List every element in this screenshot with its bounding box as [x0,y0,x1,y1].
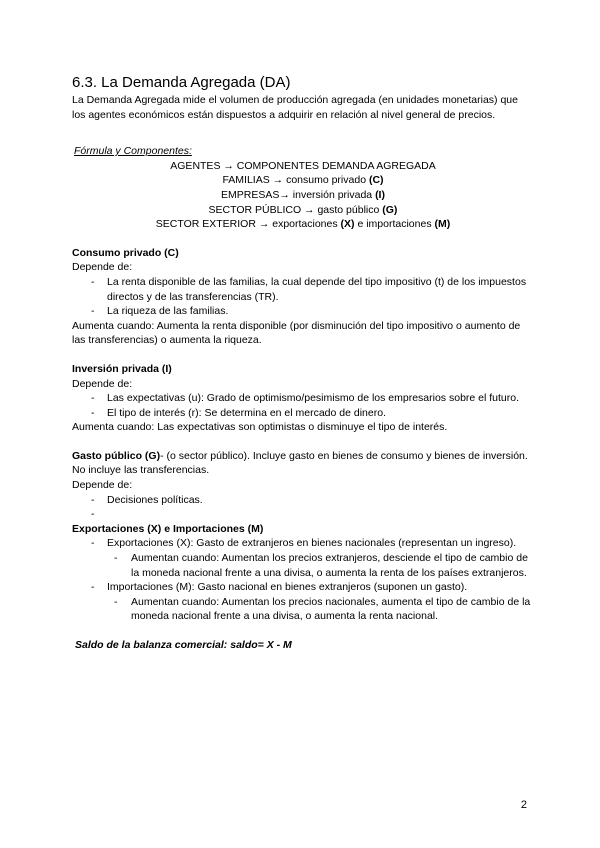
list-item: - Aumentan cuando: Aumentan los precios nacionales, aumenta el tipo de cambio de la moneda nacional frente a una divisa, o aumenta la renta nacional. [131,595,534,624]
list-item: - La riqueza de las familias. [107,304,534,319]
list-item: - El tipo de interés (r): Se determina en el mercado de dinero. [107,406,534,421]
exterior-list [72,536,534,624]
formula-line-agentes: AGENTES → COMPONENTES DEMANDA AGREGADA [170,159,436,172]
list-item-importaciones: - Importaciones (M): Gasto nacional en bienes extranjeros (suponen un gasto). - Aumentan cuando: Aumentan los precios nacionales, aumenta el tipo de cambio de la moneda nacional frente a una divisa, o aumenta la renta nacional. [107,580,534,624]
formula-line-familias: FAMILIAS → consumo privado (C) [222,174,384,187]
section-heading: 6.3. La Demanda Agregada (DA) [72,74,291,91]
list-item-exportaciones: - Exportaciones (X): Gasto de extranjeros en bienes nacionales (representan un ingreso). - Aumentan cuando: Aumentan los precios extranjeros, desciende el tipo de cambio de la moneda nacional frente a una divisa, o aumenta la renta de los países extranjeros. [107,536,534,580]
formula-line-empresas: EMPRESAS→ inversión privada (I) [221,188,385,201]
list-item: - Las expectativas (u): Grado de optimismo/pesimismo de los empresarios sobre el futuro. [107,391,534,406]
formula-line-sector-exterior: SECTOR EXTERIOR → exportaciones (X) e importaciones (M) [155,218,451,231]
inversion-depende: Depende de: [72,377,133,390]
consumo-list [72,275,534,319]
inversion-aumenta: Aumenta cuando: Las expectativas son optimistas o disminuye el tipo de interés. [72,421,448,434]
saldo-line: Saldo de la balanza comercial: saldo= X - M [75,639,292,651]
consumo-title: Consumo privado (C) [72,246,179,259]
document-page [72,74,534,653]
intro-paragraph: La Demanda Agregada mide el volumen de producción agregada (en unidades monetarias) que los agentes económicos están dispuestos a adquirir en relación al nivel general de precios. [72,94,518,121]
gasto-depende: Depende de: [72,479,133,492]
formula-line-sector-publico: SECTOR PÚBLICO → gasto público (G) [208,203,398,216]
formula-label: Fórmula y Componentes: [74,145,192,158]
list-item: - Decisiones políticas. [107,493,534,508]
page-number: 2 [520,799,527,811]
consumo-aumenta: Aumenta cuando: Aumenta la renta disponible (por disminución del tipo impositivo o aumento de las transferencias) o aumenta la riqueza. [72,319,521,347]
list-item-empty [107,507,534,522]
list-item: - Aumentan cuando: Aumentan los precios extranjeros, desciende el tipo de cambio de la moneda nacional frente a una divisa, o aumenta la renta de los países extranjeros. [131,551,534,580]
gasto-paragraph: Gasto público (G)- (o sector público). Incluye gasto en bienes de consumo y bienes de inversión. No incluye las transferencias. [72,449,528,477]
export-sublist [107,551,534,580]
inversion-title: Inversión privada (I) [72,362,172,375]
list-item: - La renta disponible de las familias, la cual depende del tipo impositivo (t) de los impuestos directos y de las transferencias (TR). [107,275,534,304]
formula-block [72,159,534,232]
import-sublist [107,595,534,624]
inversion-list [72,391,534,420]
gasto-list [72,493,534,522]
exterior-title: Exportaciones (X) e Importaciones (M) [72,522,264,535]
gasto-title: Gasto público (G) [72,449,161,462]
consumo-depende: Depende de: [72,261,133,274]
